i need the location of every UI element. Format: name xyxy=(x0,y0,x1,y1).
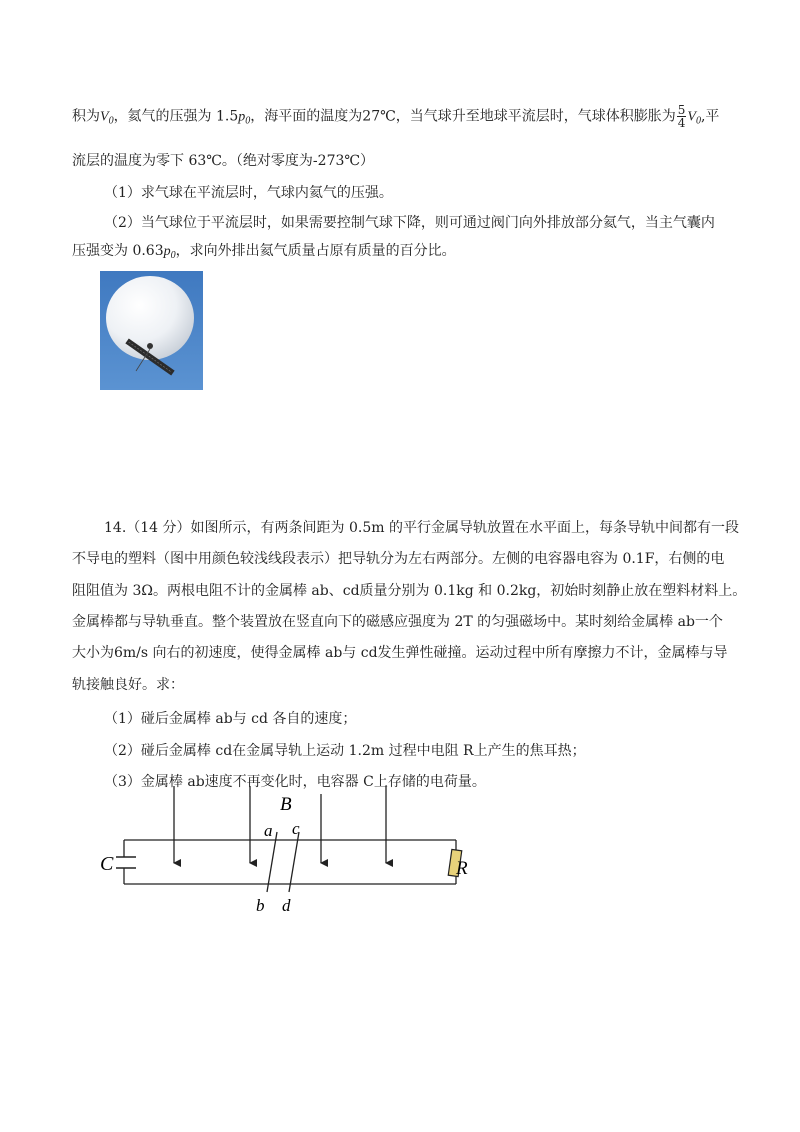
circuit-diagram xyxy=(96,786,486,926)
p14-line-3: 阻阻值为 3Ω。两根电阻不计的金属棒 ab、cd质量分别为 0.1kg 和 0.2kg，初始时刻静止放在塑料材料上。 xyxy=(72,583,747,599)
label-c: c xyxy=(292,819,300,838)
p13-line-1: 积为$V_0$，氦气的压强为 $1.5p_0$，海平面的温度为27℃，当气球升至地球平流层时，气球体积膨胀为 $\frac{5}{4}$ $V_0$,平 xyxy=(72,103,720,130)
rod-cd xyxy=(289,832,299,892)
label-C: C xyxy=(100,853,114,875)
label-B: B xyxy=(280,794,292,815)
label-d: d xyxy=(282,896,291,915)
fraction-five-fourths: $\frac{5}{4}$ xyxy=(677,103,686,130)
p14-line-1: 14.（14 分）如图所示，有两条间距为 0.5m 的平行金属导轨放置在水平面上，每条导轨中间都有一段 xyxy=(104,520,739,536)
rod-ab xyxy=(267,832,277,892)
p14-line-4: 金属棒都与导轨垂直。整个装置放在竖直向下的磁感应强度为 2T 的匀强磁场中。某时刻给金属棒 ab一个 xyxy=(72,614,723,630)
p14-line-5: 大小为6m/s 向右的初速度，使得金属棒 ab与 cd发生弹性碰撞。运动过程中所有摩擦力不计，金属棒与导 xyxy=(72,645,728,661)
capacitor xyxy=(116,840,136,884)
p13-line-2: 流层的温度为零下 63℃。（绝对零度为-273℃） xyxy=(72,153,375,169)
p13-question-2: （2）当气球位于平流层时，如果需要控制气球下降，则可通过阀门向外排放部分氦气，当主气囊内 xyxy=(104,215,715,231)
p14-line-6: 轨接触良好。求： xyxy=(72,677,184,693)
label-R: R xyxy=(456,858,468,879)
balloon-photo xyxy=(100,271,203,390)
p14-question-3: （3）金属棒 ab速度不再变化时，电容器 C上存储的电荷量。 xyxy=(104,774,486,790)
p14-question-1: （1）碰后金属棒 ab与 cd 各自的速度； xyxy=(104,711,357,727)
p14-line-2: 不导电的塑料（图中用颜色较浅线段表示）把导轨分为左右两部分。左侧的电容器电容为 0.1F，右侧的电 xyxy=(72,551,725,567)
p14-question-2: （2）碰后金属棒 cd在金属导轨上运动 1.2m 过程中电阻 R上产生的焦耳热； xyxy=(104,743,586,759)
label-a: a xyxy=(264,821,273,840)
p13-question-2-cont: 压强变为 $0.63p_0$，求向外排出氦气质量占原有质量的百分比。 xyxy=(72,243,456,261)
p13-question-1: （1）求气球在平流层时，气球内氦气的压强。 xyxy=(104,185,393,201)
label-b: b xyxy=(256,896,265,915)
